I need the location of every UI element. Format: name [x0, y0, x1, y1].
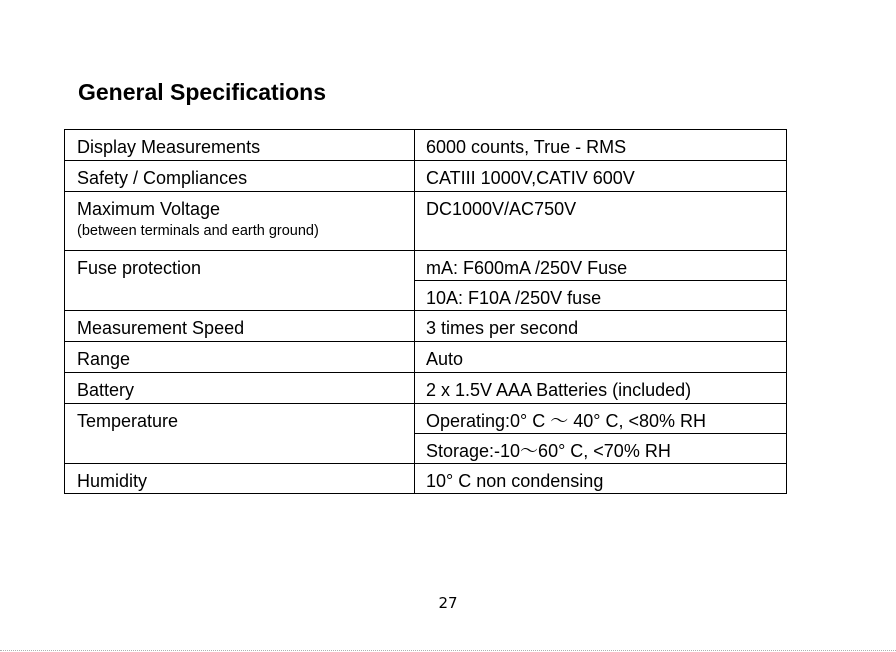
page-number: 27 [438, 594, 458, 612]
spec-label-cell [65, 404, 415, 464]
spec-label-cell [65, 373, 415, 404]
spec-value-cell [415, 311, 787, 342]
spec-value: 10A: F10A /250V fuse [426, 288, 602, 308]
spec-label: Safety / Compliances [77, 168, 248, 188]
spec-label-cell [65, 192, 415, 251]
spec-value-cell [415, 342, 787, 373]
spec-value: mA: F600mA /250V Fuse [426, 258, 628, 278]
spec-value: CATIII 1000V,CATIV 600V [426, 168, 635, 188]
spec-value-cell [415, 404, 787, 434]
table-row-display [65, 130, 787, 161]
spec-label-cell [65, 130, 415, 161]
spec-label-cell [65, 161, 415, 192]
page-title: General Specifications [78, 79, 326, 105]
spec-label-cell [65, 342, 415, 373]
spec-value-cell [415, 161, 787, 192]
spec-value-cell [415, 281, 787, 311]
spec-value-cell [415, 251, 787, 281]
specifications-table [64, 129, 787, 494]
spec-value: 2 x 1.5V AAA Batteries (included) [426, 380, 692, 400]
table-row-fuse [65, 251, 787, 281]
spec-label: Humidity [77, 471, 148, 491]
spec-value-cell [415, 192, 787, 251]
spec-label: Display Measurements [77, 137, 261, 157]
spec-value-cell [415, 130, 787, 161]
spec-label: Fuse protection [77, 258, 202, 278]
spec-label: Temperature [77, 411, 179, 431]
spec-value-cell [415, 373, 787, 404]
spec-label: Measurement Speed [77, 318, 245, 338]
spec-value: 6000 counts, True - RMS [426, 137, 627, 157]
table-row-humidity [65, 464, 787, 494]
spec-label-cell [65, 251, 415, 311]
table-row-speed [65, 311, 787, 342]
spec-label: Range [77, 349, 131, 369]
spec-label-cell [65, 311, 415, 342]
table-row-battery [65, 373, 787, 404]
spec-label: Battery [77, 380, 135, 400]
table-row-range [65, 342, 787, 373]
spec-value: 3 times per second [426, 318, 579, 338]
table-row-safety [65, 161, 787, 192]
table-row-temperature [65, 404, 787, 434]
spec-value-cell [415, 434, 787, 464]
spec-value: Operating:0° C ～ 40° C, <80% RH [426, 411, 707, 431]
spec-note: (between terminals and earth ground) [77, 223, 319, 239]
page-bottom-divider [0, 650, 896, 651]
spec-value: Storage:-10～60° C, <70% RH [426, 441, 671, 461]
spec-value-cell [415, 464, 787, 494]
spec-value: DC1000V/AC750V [426, 199, 577, 219]
table-row-max-voltage [65, 192, 787, 251]
spec-value: 10° C non condensing [426, 471, 604, 491]
spec-label: Maximum Voltage [77, 199, 221, 219]
spec-label-cell [65, 464, 415, 494]
spec-value: Auto [426, 349, 464, 369]
